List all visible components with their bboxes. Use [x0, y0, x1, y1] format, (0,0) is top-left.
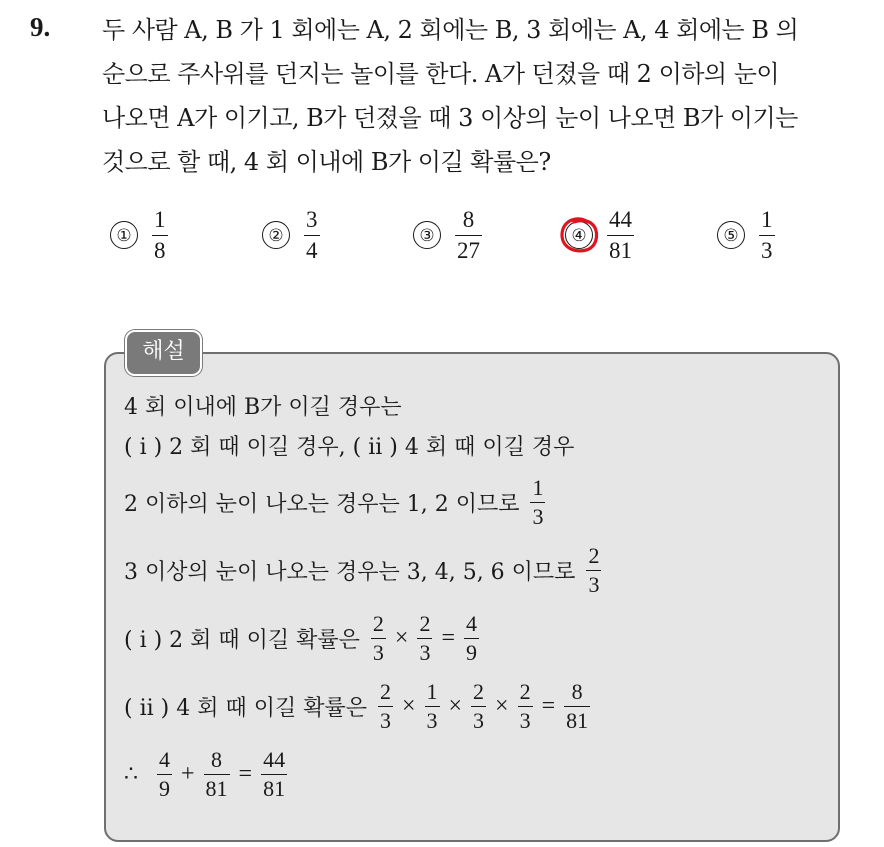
solution-tab-label: 해설 — [125, 330, 202, 376]
numerator: 8 — [211, 747, 223, 772]
fraction — [518, 680, 533, 733]
choice-marker: ① — [110, 221, 138, 249]
fraction-bar — [304, 235, 320, 236]
choice-5[interactable] — [717, 200, 775, 270]
denominator: 81 — [566, 708, 589, 734]
fraction-bar — [530, 502, 545, 503]
denominator: 81 — [263, 776, 286, 802]
denominator: 8 — [154, 237, 166, 263]
fraction — [425, 680, 440, 733]
fraction-bar — [157, 774, 172, 775]
fraction — [471, 680, 486, 733]
denominator: 27 — [457, 237, 480, 263]
fraction-bar — [607, 235, 634, 236]
question-text — [102, 8, 872, 184]
fraction-bar — [759, 235, 775, 236]
fraction-bar — [204, 774, 230, 775]
denominator: 9 — [466, 640, 478, 666]
equals-symbol: = — [238, 761, 253, 788]
fraction-bar — [417, 638, 432, 639]
numerator: 3 — [306, 207, 318, 233]
question-line: 것으로 할 때, 4 회 이내에 B가 이길 확률은? — [102, 148, 551, 176]
fraction — [371, 612, 386, 665]
solution-line-3 — [124, 476, 548, 529]
fraction — [564, 680, 590, 733]
solution-line-1 — [124, 390, 402, 421]
denominator: 3 — [379, 708, 391, 734]
solution-text: ( ii ) 4 회 때 이길 확률은 — [124, 696, 367, 722]
solution-line-6 — [124, 680, 593, 733]
choice-marker: ② — [262, 221, 290, 249]
denominator: 3 — [588, 572, 600, 598]
numerator: 44 — [609, 207, 632, 233]
choice-marker — [565, 221, 593, 249]
numerator: 4 — [466, 611, 478, 636]
fraction-bar — [371, 638, 386, 639]
choice-marker: ⑤ — [717, 221, 745, 249]
question-line: 나오면 A가 이기고, B가 던졌을 때 3 이상의 눈이 나오면 B가 이기는 — [102, 104, 798, 132]
solution-line-5 — [124, 612, 482, 665]
denominator: 4 — [306, 237, 318, 263]
fraction-bar — [518, 706, 533, 707]
choice-fraction — [455, 207, 482, 263]
denominator: 3 — [419, 640, 431, 666]
question-line: 두 사람 A, B 가 1 회에는 A, 2 회에는 B, 3 회에는 A, 4 회에는 B 의 — [102, 16, 799, 44]
question-line: 순으로 주사위를 던지는 놀이를 한다. A가 던졌을 때 2 이하의 눈이 — [102, 60, 780, 88]
fraction-bar — [152, 235, 168, 236]
solution-line-7 — [124, 748, 290, 801]
fraction — [204, 748, 230, 801]
fraction-bar — [564, 706, 590, 707]
fraction — [261, 748, 287, 801]
numerator: 8 — [571, 679, 583, 704]
fraction-bar — [464, 638, 479, 639]
solution-text: ( i ) 2 회 때 이길 경우, ( ii ) 4 회 때 이길 경우 — [124, 435, 575, 460]
solution-line-2 — [124, 430, 574, 461]
fraction-bar — [425, 706, 440, 707]
numerator: 1 — [426, 679, 438, 704]
denominator: 3 — [426, 708, 438, 734]
choice-3[interactable] — [413, 200, 482, 270]
numerator: 2 — [379, 679, 391, 704]
plus-symbol: + — [181, 761, 195, 788]
denominator: 3 — [532, 504, 544, 530]
fraction-bar — [261, 774, 287, 775]
choice-marker: ③ — [413, 221, 441, 249]
denominator: 3 — [519, 708, 531, 734]
solution-text: 4 회 이내에 B가 이길 경우는 — [124, 395, 402, 420]
numerator: 2 — [473, 679, 485, 704]
solution-text: 3 이상의 눈이 나오는 경우는 3, 4, 5, 6 이므로 — [124, 560, 576, 586]
numerator: 1 — [532, 475, 544, 500]
denominator: 9 — [159, 776, 170, 802]
fraction — [417, 612, 432, 665]
fraction-bar — [471, 706, 486, 707]
denominator: 81 — [609, 237, 632, 263]
numerator: 1 — [761, 207, 773, 233]
fraction — [157, 748, 172, 801]
numerator: 1 — [154, 207, 166, 233]
denominator: 3 — [473, 708, 485, 734]
choice-1[interactable] — [110, 200, 168, 270]
times-symbol: × — [394, 625, 409, 652]
question-number: 9. — [30, 12, 51, 42]
denominator: 3 — [761, 237, 773, 263]
times-symbol: × — [495, 693, 509, 720]
answer-choices — [0, 200, 884, 270]
choice-2[interactable] — [262, 200, 320, 270]
solution-line-4 — [124, 544, 604, 597]
choice-fraction — [607, 207, 634, 263]
times-symbol: × — [448, 693, 463, 720]
equals-symbol: = — [441, 625, 456, 652]
fraction — [464, 612, 479, 665]
choice-4[interactable] — [565, 200, 634, 270]
choice-fraction — [152, 207, 168, 263]
fraction-bar — [586, 570, 601, 571]
denominator: 81 — [205, 776, 228, 802]
fraction-bar — [378, 706, 393, 707]
fraction — [586, 544, 601, 597]
numerator: 44 — [263, 747, 286, 772]
fraction-bar — [455, 235, 482, 236]
denominator: 3 — [372, 640, 384, 666]
numerator: 2 — [588, 543, 600, 568]
choice-marker-text: ④ — [571, 226, 587, 246]
fraction — [530, 476, 545, 529]
numerator: 8 — [462, 207, 475, 233]
choice-fraction — [304, 207, 320, 263]
solution-text: 2 이하의 눈이 나오는 경우는 1, 2 이므로 — [124, 492, 520, 518]
therefore-symbol: ∴ — [124, 762, 138, 788]
numerator: 2 — [372, 611, 384, 636]
fraction — [378, 680, 393, 733]
numerator: 2 — [519, 679, 531, 704]
choice-fraction — [759, 207, 775, 263]
numerator: 4 — [159, 747, 170, 772]
equals-symbol: = — [541, 693, 556, 720]
times-symbol: × — [401, 693, 416, 720]
numerator: 2 — [419, 611, 431, 636]
solution-text: ( i ) 2 회 때 이길 확률은 — [124, 628, 360, 654]
